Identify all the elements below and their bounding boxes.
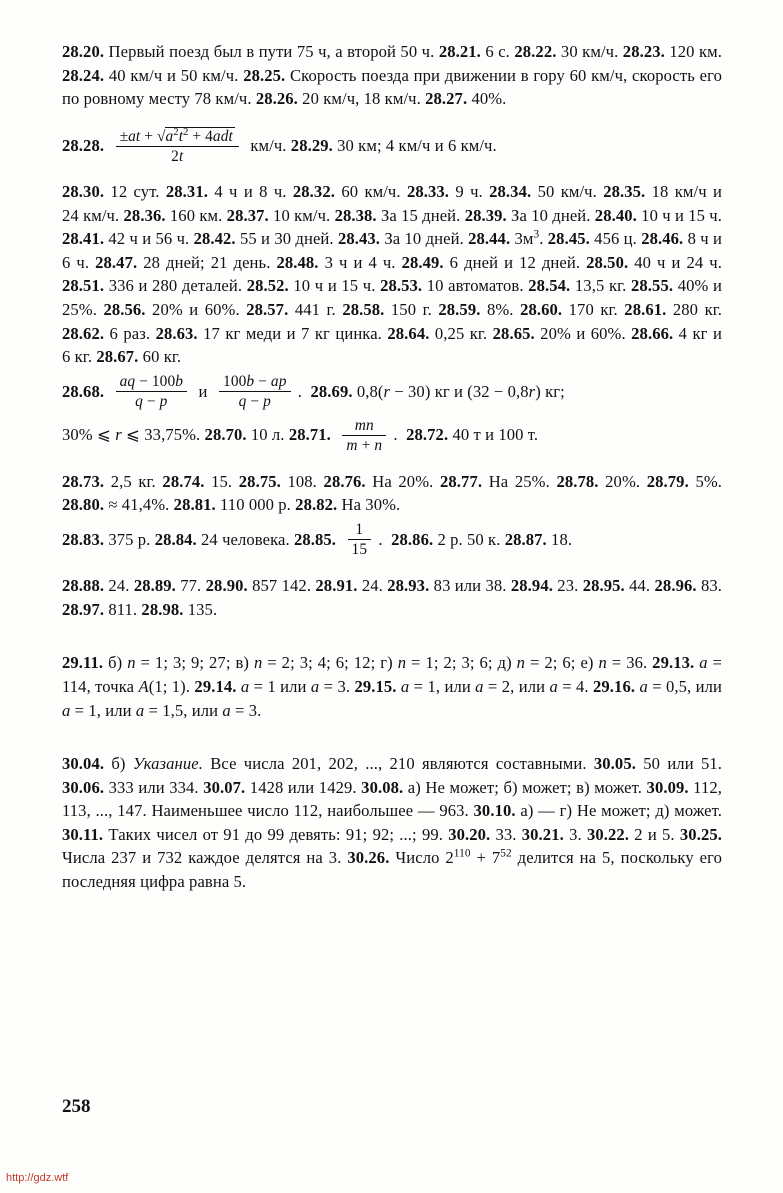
page-number: 258 <box>62 1096 91 1117</box>
answer-block-28-20: 28.20. Первый поезд был в пути 75 ч, а второй 50 ч. 28.21. 6 с. 28.22. 30 км/ч. 28.23. 120 км. 28.24. 40 км/ч и 50 км/ч. 28.25. Скорость поезда при движении в гору 60 км/ч, скорость его по ровному месту 78 км/ч. 28.26. 20 км/ч, 18 км/ч. 28.27. 40%. <box>62 42 722 109</box>
answer-block-28-73: 28.73. 2,5 кг. 28.74. 15. 28.75. 108. 28.76. На 20%. 28.77. На 25%. 28.78. 20%. 28.79. 5%. 28.80. ≈ 41,4%. 28.81. 110 000 р. 28.82. На 30%. <box>62 471 723 515</box>
answer-block-28-28-formula: 28.28. $\frac{\pm at + √a^2t^2 + 4adt}{2t}$ км/ч. 28.29. 30 км; 4 км/ч и 6 км/ч. <box>62 126 497 165</box>
answer-block-30-04: 30.04. б) Указание. Все числа 201, 202, ..., 210 являются составными. 30.05. 50 или 51. 30.06. 333 или 334. 30.07. 1428 или 1429. 30.08. а) Не может; б) может; в) может. 30.09. 112, 113, ..., 147. Наименьшее число 112, наибольшее — 963. 30.10. а) — г) Не может; д) может. 30.11. Таких чисел от 91 до 99 девять: 91; 92; ...; 99. 30.20. 33. 30.21. 3. 30.22. 2 и 5. 30.25. Числа 237 и 732 каждое делятся на 3. 30.26. Число $2^{110} + 7^{52}$ делится на 5, поскольку его последняя цифра равна 5. <box>62 754 722 891</box>
answer-block-28-30: 28.30. 12 сут. 28.31. 4 ч и 8 ч. 28.32. 60 км/ч. 28.33. 9 ч. 28.34. 50 км/ч. 28.35. 18 км/ч и 24 км/ч. 28.36. 160 км. 28.37. 10 км/ч. 28.38. За 15 дней. 28.39. За 10 дней. 28.40. 10 ч и 15 ч. 28.41. 42 ч и 56 ч. 28.42. 55 и 30 дней. 28.43. За 10 дней. 28.44. $3м^3$. 28.45. 456 ц. 28.46. 8 ч и 6 ч. 28.47. 28 дней; 21 день. 28.48. 3 ч и 4 ч. 28.49. 6 дней и 12 дней. 28.50. 40 ч и 24 ч. 28.51. 336 и 280 деталей. 28.52. 10 ч и 15 ч. 28.53. 10 автоматов. 28.54. 13,5 кг. 28.55. 40% и 25%. 28.56. 20% и 60%. 28.57. 441 г. 28.58. 150 г. 28.59. 8%. 28.60. 170 кг. 28.61. 280 кг. 28.62. 6 раз. 28.63. 17 кг меди и 7 кг цинка. 28.64. 0,25 кг. 28.65. 20% и 60%. 28.66. 4 кг и 6 кг. 28.67. 60 кг. <box>62 182 723 367</box>
fraction-28-85: $\frac{1}{15}$ <box>348 521 372 559</box>
fraction-28-68-second: $\frac{100b - ap}{q - p}$ <box>219 373 290 411</box>
fraction-28-71: $\frac{mn}{m + n}$ <box>342 417 386 455</box>
fraction-28-68-first: $\frac{aq - 100b}{q - p}$ <box>116 373 187 411</box>
answer-block-29-11: 29.11. б) n = 1; 3; 9; 27; в) n = 2; 3; 4; 6; 12; г) n = 1; 2; 3; 6; д) n = 2; 6; е) n = 36. 29.13. a = 114, точка A(1; 1). 29.14. a = 1 или a = 3. 29.15. a = 1, или a = 2, или a = 4. 29.16. a = 0,5, или a = 1, или a = 1,5, или a = 3. <box>62 653 722 720</box>
watermark-link[interactable] <box>6 1172 68 1184</box>
fraction-28-28: $\frac{\pm at + √a^2t^2 + 4adt}{2t}$ <box>116 127 239 166</box>
watermark-text: http://gdz.wtf <box>6 1172 69 1184</box>
answer-block-28-70-formula: 30% ⩽ r ⩽ 33,75%. 28.70. 10 л. 28.71. $\frac{mn}{m + n}$ . 28.72. 40 т и 100 т. <box>62 416 539 454</box>
answer-block-28-85-formula: 28.83. 375 р. 28.84. 24 человека. 28.85. $\frac{1}{15}$ . 28.86. 2 р. 50 к. 28.87. 18. <box>62 521 573 559</box>
answers-body <box>62 40 722 895</box>
answer-block-28-68-formula: 28.68. $\frac{aq - 100b}{q - p}$ и $\frac{100b - ap}{q - p}$ . 28.69. 0,8(r − 30) кг и (32 − 0,8r) кг; <box>62 373 565 411</box>
answer-block-28-88: 28.88. 24. 28.89. 77. 28.90. 857 142. 28.91. 24. 28.93. 83 или 38. 28.94. 23. 28.95. 44. 28.96. 83. 28.97. 811. 28.98. 135. <box>62 576 723 619</box>
